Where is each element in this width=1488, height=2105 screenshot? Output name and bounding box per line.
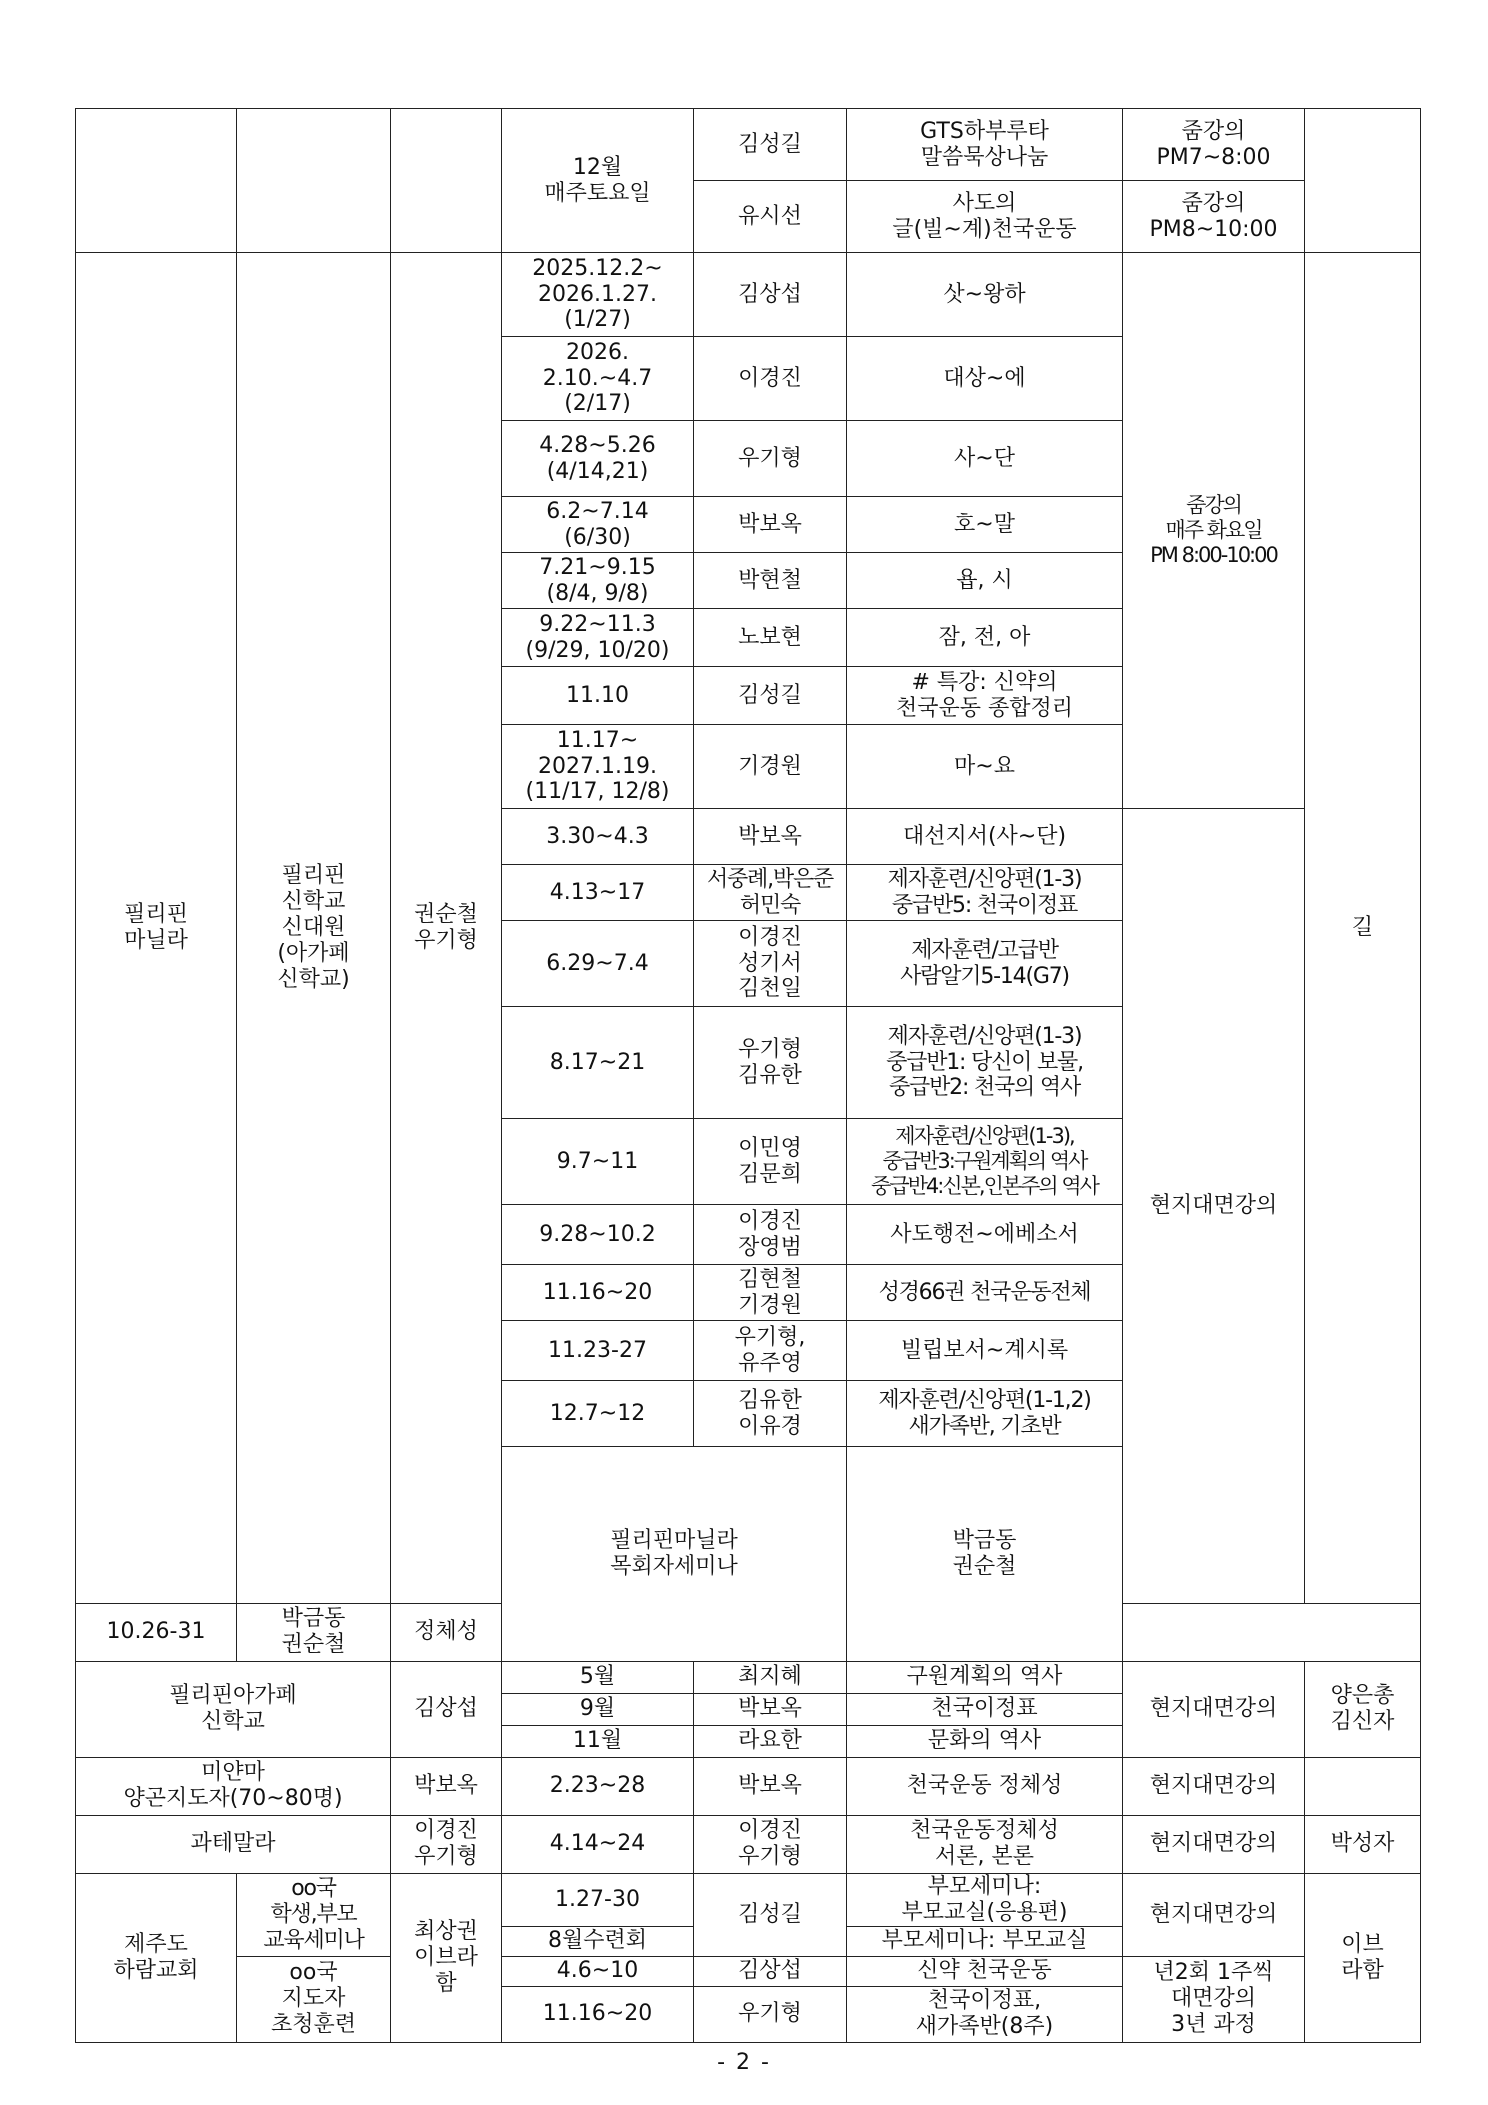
date-cell: 9.22~11.3 (9/29, 10/20) — [502, 609, 694, 667]
table-row — [76, 109, 1421, 181]
date-cell: 3.30~4.3 — [502, 809, 694, 865]
date-cell: 4.6~10 — [502, 1956, 694, 1986]
lecturer-cell: 김성길 — [694, 109, 847, 181]
date-cell: 2026. 2.10.~4.7 (2/17) — [502, 337, 694, 421]
lecturer-cell: 이민영 김문희 — [694, 1119, 847, 1205]
leader-cell: 김상섭 — [391, 1661, 502, 1757]
lecturer-cell: 박보옥 — [694, 497, 847, 553]
course-cell: 제자훈련/고급반 사람알기5-14(G7) — [847, 921, 1123, 1007]
course-cell: 제자훈련/신앙편(1-3) 중급반5: 천국이정표 — [847, 865, 1123, 921]
school-cell-empty — [237, 109, 391, 253]
course-cell: 잠, 전, 아 — [847, 609, 1123, 667]
date-cell: 4.13~17 — [502, 865, 694, 921]
region-cell: 필리핀아가페 신학교 — [76, 1661, 391, 1757]
date-cell: 2025.12.2~ 2026.1.27. (1/27) — [502, 253, 694, 337]
course-cell: 신약 천국운동 — [847, 1956, 1123, 1986]
date-cell: 9월 — [502, 1693, 694, 1725]
method-cell: 현지대면강의 — [1123, 1815, 1305, 1873]
date-cell: 4.28~5.26 (4/14,21) — [502, 421, 694, 497]
course-cell: 삿~왕하 — [847, 253, 1123, 337]
course-cell: 부모세미나: 부모교실 — [847, 1926, 1123, 1956]
date-cell: 6.29~7.4 — [502, 921, 694, 1007]
page-number: - 2 - — [717, 2050, 771, 2075]
date-cell: 1.27-30 — [502, 1873, 694, 1926]
lecturer-cell: 우기형, 유주영 — [694, 1321, 847, 1381]
date-cell: 6.2~7.14 (6/30) — [502, 497, 694, 553]
course-cell: 마~요 — [847, 725, 1123, 809]
method-cell: 현지대면강의 — [1123, 1757, 1305, 1815]
table-row — [76, 1873, 1421, 1926]
lecturer-cell: 라요한 — [694, 1725, 847, 1757]
course-cell: # 특강: 신약의 천국운동 종합정리 — [847, 667, 1123, 725]
method-cell: 현지대면강의 — [1123, 1873, 1305, 1956]
lecturer-cell: 이경진 장영범 — [694, 1205, 847, 1265]
course-cell: 대선지서(사~단) — [847, 809, 1123, 865]
note-cell-empty — [1305, 109, 1421, 253]
lecturer-cell: 최지혜 — [694, 1661, 847, 1693]
lecturer-cell: 우기형 김유한 — [694, 1007, 847, 1119]
note-cell-empty — [1305, 1757, 1421, 1815]
lecturer-cell: 박보옥 — [694, 809, 847, 865]
school-cell: oo국 지도자 초청훈련 — [237, 1956, 391, 2042]
course-cell: 부모세미나: 부모교실(응용편) — [847, 1873, 1123, 1926]
lecturer-cell: 유시선 — [694, 181, 847, 253]
course-cell: 사도행전~에베소서 — [847, 1205, 1123, 1265]
leader-cell: 권순철 우기형 — [391, 253, 502, 1604]
leader-cell: 박금동 권순철 — [847, 1447, 1123, 1662]
course-cell: 사도의 글(빌~계)천국운동 — [847, 181, 1123, 253]
leader-cell-empty — [391, 109, 502, 253]
table-row — [76, 1661, 1421, 1693]
table-row — [76, 1757, 1421, 1815]
course-cell: 제자훈련/신앙편(1-3), 중급반3:구원계획의 역사 중급반4:신본,인본주의 역사 — [847, 1119, 1123, 1205]
lecturer-cell: 김유한 이유경 — [694, 1381, 847, 1447]
lecturer-cell: 이경진 우기형 — [694, 1815, 847, 1873]
course-cell: 문화의 역사 — [847, 1725, 1123, 1757]
method-cell: 년2회 1주씩 대면강의 3년 과정 — [1123, 1956, 1305, 2042]
region-cell-empty — [76, 109, 237, 253]
course-cell: 천국이정표, 새가족반(8주) — [847, 1986, 1123, 2042]
date-cell: 8.17~21 — [502, 1007, 694, 1119]
course-cell: 정체성 — [391, 1603, 502, 1661]
date-cell: 2.23~28 — [502, 1757, 694, 1815]
lecturer-cell: 우기형 — [694, 1986, 847, 2042]
date-cell: 11.16~20 — [502, 1986, 694, 2042]
date-cell: 8월수련회 — [502, 1926, 694, 1956]
date-cell: 11.23-27 — [502, 1321, 694, 1381]
note-cell: 길 — [1305, 253, 1421, 1604]
date-cell: 11월 — [502, 1725, 694, 1757]
leader-cell: 이경진 우기형 — [391, 1815, 502, 1873]
table-row — [76, 253, 1421, 337]
lecturer-cell: 서중례,박은준 허민숙 — [694, 865, 847, 921]
lecturer-cell: 이경진 성기서 김천일 — [694, 921, 847, 1007]
course-cell: 사~단 — [847, 421, 1123, 497]
school-cell: 필리핀 신학교 신대원 (아가페 신학교) — [237, 253, 391, 1604]
lecturer-cell: 김상섭 — [694, 1956, 847, 1986]
course-cell: 욥, 시 — [847, 553, 1123, 609]
lecturer-cell: 박현철 — [694, 553, 847, 609]
method-cell: 줌강의 PM7~8:00 — [1123, 109, 1305, 181]
date-cell: 11.10 — [502, 667, 694, 725]
date-cell: 9.28~10.2 — [502, 1205, 694, 1265]
date-cell: 5월 — [502, 1661, 694, 1693]
date-cell: 9.7~11 — [502, 1119, 694, 1205]
lecturer-cell: 기경원 — [694, 725, 847, 809]
lecturer-cell: 김성길 — [694, 1873, 847, 1956]
course-cell: 천국이정표 — [847, 1693, 1123, 1725]
region-cell: 과테말라 — [76, 1815, 391, 1873]
region-cell: 필리핀마닐라 목회자세미나 — [502, 1447, 847, 1662]
course-cell: 호~말 — [847, 497, 1123, 553]
date-cell: 12.7~12 — [502, 1381, 694, 1447]
method-cell: 줌강의 매주 화요일 PM 8:00-10:00 — [1123, 253, 1305, 809]
date-cell: 10.26-31 — [76, 1603, 237, 1661]
leader-cell: 최상권 이브라 함 — [391, 1873, 502, 2042]
course-cell: 구원계획의 역사 — [847, 1661, 1123, 1693]
date-cell: 12월 매주토요일 — [502, 109, 694, 253]
lecturer-cell: 박보옥 — [694, 1757, 847, 1815]
lecturer-cell: 우기형 — [694, 421, 847, 497]
course-cell: 천국운동 정체성 — [847, 1757, 1123, 1815]
lecturer-cell: 박보옥 — [694, 1693, 847, 1725]
course-cell: 대상~에 — [847, 337, 1123, 421]
school-cell: oo국 학생,부모 교육세미나 — [237, 1873, 391, 1956]
date-cell: 11.16~20 — [502, 1265, 694, 1321]
date-cell: 11.17~ 2027.1.19. (11/17, 12/8) — [502, 725, 694, 809]
lecturer-cell: 박금동 권순철 — [237, 1603, 391, 1661]
leader-cell: 박보옥 — [391, 1757, 502, 1815]
region-cell: 제주도 하람교회 — [76, 1873, 237, 2042]
course-cell: 성경66권 천국운동전체 — [847, 1265, 1123, 1321]
course-cell: 제자훈련/신앙편(1-3) 중급반1: 당신이 보물, 중급반2: 천국의 역사 — [847, 1007, 1123, 1119]
course-cell: GTS하부루타 말씀묵상나눔 — [847, 109, 1123, 181]
course-cell: 제자훈련/신앙편(1-1,2) 새가족반, 기초반 — [847, 1381, 1123, 1447]
note-cell: 이브 라함 — [1305, 1873, 1421, 2042]
table-row — [76, 1956, 1421, 1986]
note-cell: 양은총 김신자 — [1305, 1661, 1421, 1757]
lecturer-cell: 김현철 기경원 — [694, 1265, 847, 1321]
method-cell: 줌강의 PM8~10:00 — [1123, 181, 1305, 253]
course-cell: 빌립보서~계시록 — [847, 1321, 1123, 1381]
schedule-table — [75, 108, 1421, 2043]
lecturer-cell: 김성길 — [694, 667, 847, 725]
lecturer-cell: 이경진 — [694, 337, 847, 421]
course-cell: 천국운동정체성 서론, 본론 — [847, 1815, 1123, 1873]
date-cell: 4.14~24 — [502, 1815, 694, 1873]
table-row — [76, 1815, 1421, 1873]
region-cell: 필리핀 마닐라 — [76, 253, 237, 1604]
date-cell: 7.21~9.15 (8/4, 9/8) — [502, 553, 694, 609]
method-cell: 현지대면강의 — [1123, 809, 1305, 1604]
lecturer-cell: 김상섭 — [694, 253, 847, 337]
lecturer-cell: 노보현 — [694, 609, 847, 667]
note-cell: 박성자 — [1305, 1815, 1421, 1873]
region-cell: 미얀마 양곤지도자(70~80명) — [76, 1757, 391, 1815]
method-cell: 현지대면강의 — [1123, 1661, 1305, 1757]
